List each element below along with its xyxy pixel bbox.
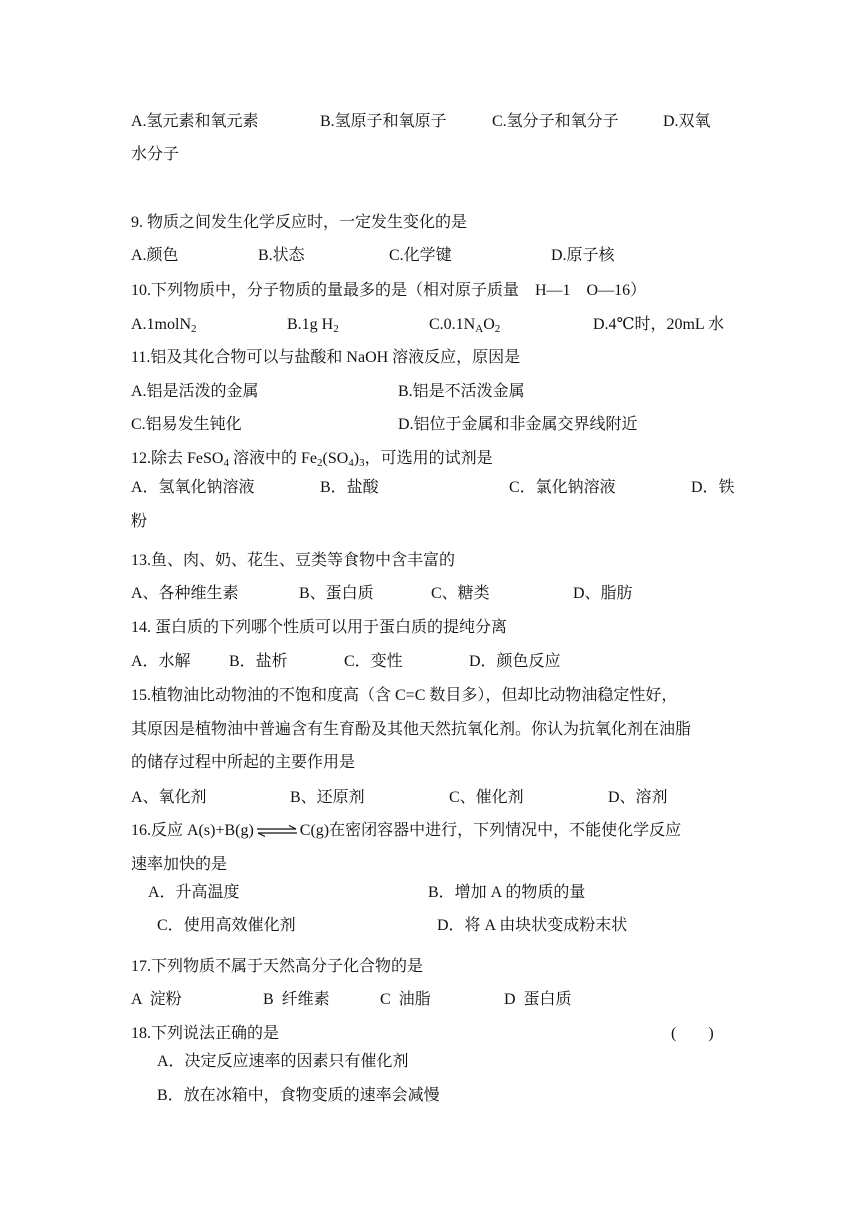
q11-option-d: D.铝位于金属和非金属交界线附近	[398, 416, 638, 433]
q8-option-d-cont-text: 水分子	[131, 146, 180, 163]
q16-options-row2	[131, 914, 735, 938]
q13-options	[131, 582, 735, 606]
q18-option-b: B．放在冰箱中，食物变质的速率会减慢	[157, 1087, 440, 1104]
q12-stem-part5: ，可选用的试剂是	[364, 450, 493, 467]
q10-options	[131, 313, 735, 337]
q13-stem: 13.鱼、肉、奶、花生、豆类等食物中含丰富的	[131, 552, 456, 569]
q17-option-a: A 淀粉	[131, 991, 182, 1008]
q15-option-c: C、催化剂	[449, 789, 524, 806]
q16-stem-pre: 16.反应 A(s)+B(g)	[131, 822, 254, 839]
q8-options	[131, 110, 735, 134]
q10-c-sub: A	[475, 323, 484, 335]
q11-options-row1	[131, 380, 735, 404]
q16-option-d: D．将 A 由块状变成粉末状	[437, 917, 628, 934]
q10-c-sub2: 2	[494, 323, 501, 335]
q11-option-b: B.铝是不活泼金属	[398, 383, 525, 400]
q18-stem-line	[131, 1022, 735, 1046]
q17-option-d: D 蛋白质	[504, 991, 572, 1008]
q12-stem-sub4: 3	[359, 457, 365, 469]
q12-stem-part3: (SO	[322, 450, 349, 467]
q9-options	[131, 244, 735, 268]
q12-option-a: A．氢氧化钠溶液	[131, 479, 255, 496]
q13-option-c: C、糖类	[431, 585, 490, 602]
q8-option-d-cont	[131, 143, 735, 167]
q8-option-a: A.氢元素和氧元素	[131, 113, 259, 130]
q15-stem-line2: 其原因是植物油中普遍含有生育酚及其他天然抗氧化剂。你认为抗氧化剂在油脂	[131, 721, 692, 738]
q13-option-a: A、各种维生素	[131, 585, 239, 602]
q12-stem-sub2: 2	[316, 457, 323, 469]
reversible-arrow-icon	[256, 825, 298, 837]
q14-option-d: D．颜色反应	[469, 653, 561, 670]
q10-b-text: B.1g H	[287, 316, 334, 333]
q16-option-a: A．升高温度	[148, 884, 240, 901]
q18-answer-blank: ( )	[671, 1025, 714, 1042]
q10-option-c	[429, 313, 500, 341]
q17-stem: 17.下列物质不属于天然高分子化合物的是	[131, 958, 424, 975]
q12-option-d: D．铁	[691, 479, 735, 496]
q10-c-mid: O	[483, 316, 495, 333]
q8-option-b: B.氢原子和氧原子	[320, 113, 447, 130]
q16-stem-line2: 速率加快的是	[131, 856, 228, 873]
q11-option-a: A.铝是活泼的金属	[131, 383, 259, 400]
q17-options	[131, 988, 735, 1012]
q14-options	[131, 650, 735, 674]
q17-option-c: C 油脂	[380, 991, 431, 1008]
q12-options	[131, 476, 735, 500]
q12-stem-sub1: 4	[223, 457, 229, 469]
q10-a-sub: 2	[191, 323, 197, 335]
q10-option-a	[131, 313, 197, 341]
q18-option-a-line	[131, 1050, 735, 1074]
q15-option-a: A、氧化剂	[131, 789, 207, 806]
q12-option-d-cont	[131, 510, 735, 534]
q12-option-c: C．氯化钠溶液	[509, 479, 616, 496]
q12-stem-sub3: 4	[348, 457, 354, 469]
q17-option-b: B 纤维素	[263, 991, 330, 1008]
q12-stem-part4: )	[353, 450, 360, 467]
q16-options-row1	[131, 881, 735, 905]
q15-options	[131, 786, 735, 810]
q14-stem: 14. 蛋白质的下列哪个性质可以用于蛋白质的提纯分离	[131, 619, 508, 636]
q16-option-b: B．增加 A 的物质的量	[428, 884, 586, 901]
q18-option-a: A．决定反应速率的因素只有催化剂	[157, 1053, 409, 1070]
q11-option-c: C.铝易发生钝化	[131, 416, 242, 433]
q9-option-b: B.状态	[258, 247, 305, 264]
q18-option-b-line	[131, 1084, 735, 1108]
q15-stem-line3: 的储存过程中所起的主要作用是	[131, 754, 356, 771]
q18-stem: 18.下列说法正确的是	[131, 1025, 280, 1042]
q15-stem-line1: 15.植物油比动物油的不饱和度高（含 C=C 数目多），但却比动物油稳定性好，	[131, 687, 678, 704]
q14-option-b: B．盐析	[229, 653, 288, 670]
q8-option-c: C.氢分子和氧分子	[492, 113, 619, 130]
q16-stem-post: C(g)在密闭容器中进行，下列情况中，不能使化学反应	[299, 822, 682, 839]
q14-option-a: A．水解	[131, 653, 191, 670]
q8-option-d: D.双氧	[663, 113, 711, 130]
q10-b-sub: 2	[333, 323, 339, 335]
q10-c-text: C.0.1N	[429, 316, 476, 333]
q9-option-d: D.原子核	[551, 247, 615, 264]
q9-option-a: A.颜色	[131, 247, 179, 264]
q12-stem	[131, 447, 735, 471]
q13-option-b: B、蛋白质	[299, 585, 374, 602]
q16-option-c: C．使用高效催化剂	[157, 917, 296, 934]
q15-option-b: B、还原剂	[290, 789, 365, 806]
q12-option-b: B．盐酸	[320, 479, 379, 496]
q11-options-row2	[131, 413, 735, 437]
q12-stem-part2: 溶液中的 Fe	[228, 450, 317, 467]
q9-option-c: C.化学键	[389, 247, 452, 264]
q10-a-text: A.1molN	[131, 316, 191, 333]
q10-option-b	[287, 313, 339, 341]
q16-stem-line1	[131, 819, 735, 843]
q15-option-d: D、溶剂	[608, 789, 668, 806]
q9-stem: 9. 物质之间发生化学反应时，一定发生变化的是	[131, 214, 468, 231]
q12-stem-part1: 12.除去 FeSO	[131, 450, 224, 467]
q14-option-c: C．变性	[344, 653, 403, 670]
q10-option-d: D.4℃时，20mL 水	[593, 316, 725, 333]
q12-option-d-cont-text: 粉	[131, 513, 148, 530]
q11-stem: 11.铝及其化合物可以与盐酸和 NaOH 溶液反应，原因是	[131, 349, 521, 366]
q10-stem: 10.下列物质中，分子物质的量最多的是（相对原子质量 H—1 O—16）	[131, 282, 647, 299]
q13-option-d: D、脂肪	[573, 585, 633, 602]
